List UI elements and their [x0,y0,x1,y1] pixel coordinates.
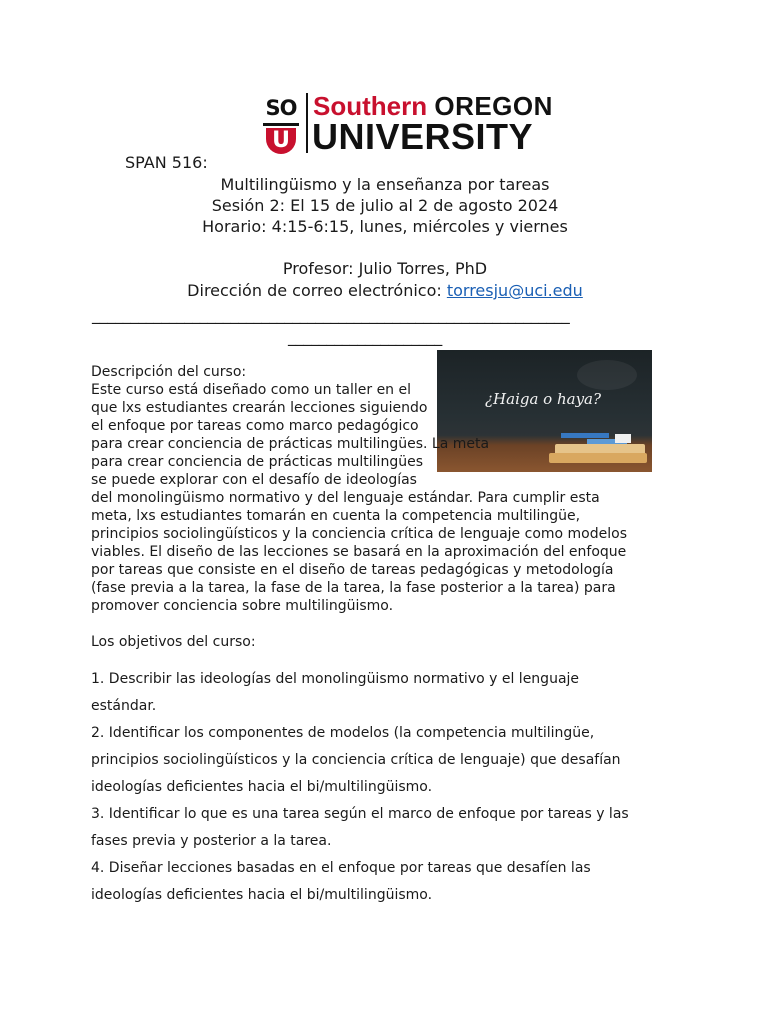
pencil-icon [561,433,609,438]
professor-name: Profesor: Julio Torres, PhD [282,259,488,278]
objectives-heading: Los objetivos del curso: [91,634,256,650]
objective-line: principios sociolingüísticos y la conciencia crítica de lenguaje) que desafían [91,752,621,768]
logo-mark-bottom: U [266,128,296,154]
divider-line-short: ____________________ [288,327,443,346]
objective-line: estándar. [91,698,157,714]
logo-word-oregon: OREGON [434,91,553,121]
description-line: que lxs estudiantes crearán lecciones siguiendo [91,400,428,416]
chalk-smudge [577,360,637,390]
description-line: promover conciencia sobre multilingüismo. [91,598,394,614]
description-line: para crear conciencia de prácticas multilingües [91,454,423,470]
logo-word-southern: Southern [313,91,428,121]
logo-mark-bar [263,123,299,126]
objective-line: fases previa y posterior a la tarea. [91,833,332,849]
objective-line: 2. Identificar los componentes de modelos (la competencia multilingüe, [91,725,595,741]
description-line: Este curso está diseñado como un taller en el [91,382,412,398]
book-icon [549,453,647,463]
description-line: se puede explorar con el desafío de ideologías [91,472,417,488]
email-link[interactable]: torresju@uci.edu [446,281,583,300]
description-line: (fase previa a la tarea, la fase de la tarea, la fase posterior a la tarea) para [91,580,616,596]
description-line: viables. El diseño de las lecciones se basará en la aproximación del enfoque [91,544,627,560]
course-title: Multilingüismo y la enseñanza por tareas [220,175,550,194]
logo-mark [263,93,299,155]
university-logo [263,93,573,155]
description-heading: Descripción del curso: [91,364,247,380]
objective-line: ideologías deficientes hacia el bi/multilingüismo. [91,779,433,795]
description-line: por tareas que consiste en el diseño de tareas pedagógicas y metodología [91,562,614,578]
chalkboard-text: ¿Haiga o haya? [485,390,602,408]
description-line: del monolingüismo normativo y del lenguaje estándar. Para cumplir esta [91,490,600,506]
divider-line-long: ______________________________________________________________ [92,305,570,324]
course-code: SPAN 516: [125,153,208,172]
objective-line: ideologías deficientes hacia el bi/multilingüismo. [91,887,433,903]
chalkboard-photo [437,350,652,472]
email-label: Dirección de correo electrónico: [187,281,447,300]
email-line [0,280,770,302]
description-line: el enfoque por tareas como marco pedagógico [91,418,419,434]
objective-line: 4. Diseñar lecciones basadas en el enfoque por tareas que desafíen las [91,860,591,876]
chalk-box-icon [615,434,631,443]
logo-mark-top: SO [265,96,297,120]
objective-line: 1. Describir las ideologías del monolingüismo normativo y el lenguaje [91,671,580,687]
course-schedule: Horario: 4:15-6:15, lunes, miércoles y viernes [202,217,568,236]
course-session: Sesión 2: El 15 de julio al 2 de agosto 2024 [211,196,559,215]
objective-line: 3. Identificar lo que es una tarea según el marco de enfoque por tareas y las [91,806,629,822]
description-line: principios sociolingüísticos y la conciencia crítica de lenguaje como modelos [91,526,627,542]
description-line: para crear conciencia de prácticas multilingües. La meta [91,436,490,452]
logo-wordmark-line2: UNIVERSITY [312,116,534,157]
logo-divider [306,93,308,153]
description-line: meta, lxs estudiantes tomarán en cuenta la competencia multilingüe, [91,508,581,524]
